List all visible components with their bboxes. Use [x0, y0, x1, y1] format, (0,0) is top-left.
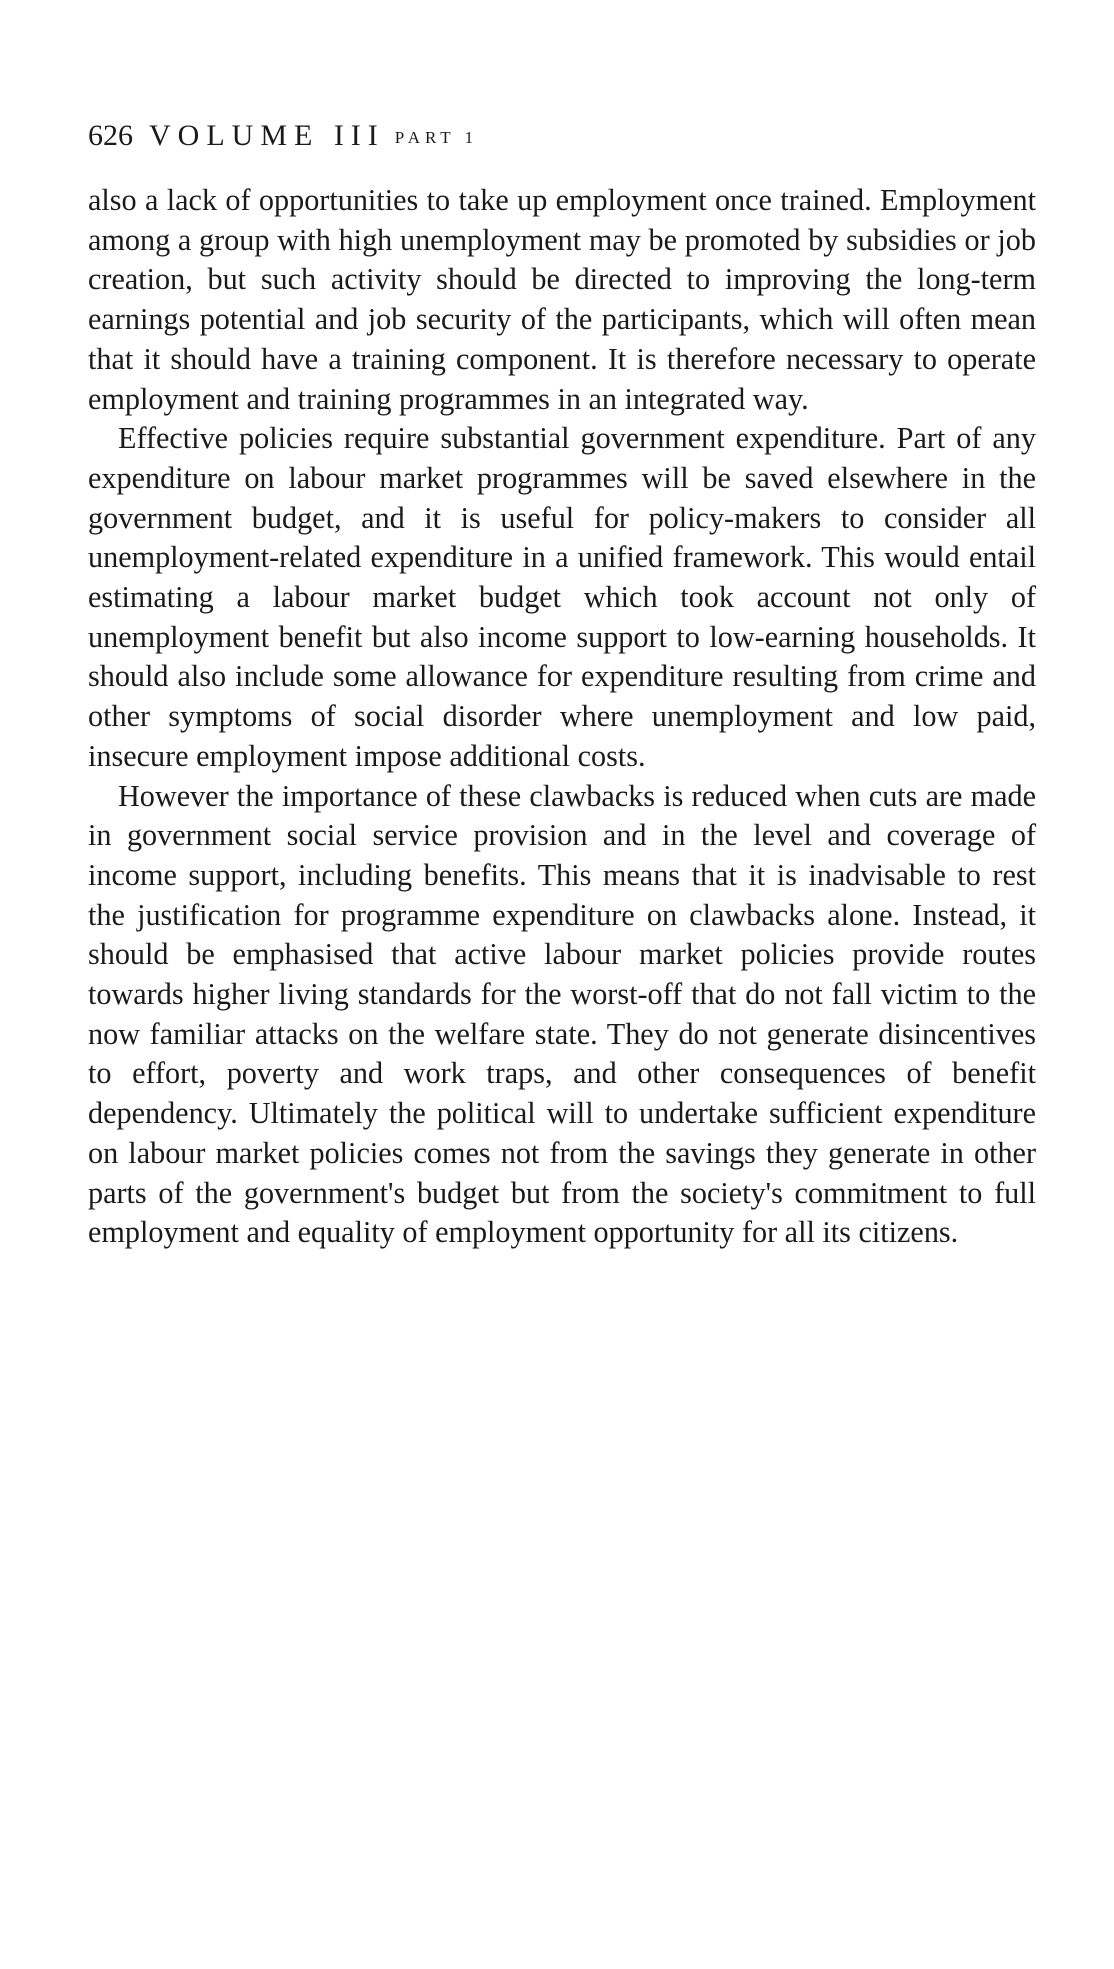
paragraph-effective-policies: Effective policies require substantial government expenditure. Part of any expenditure on labour market programmes will be saved elsewhere in the government budget, and it is useful for policy-makers to consider all unemployment-related expenditure in a unified framework. This would entail estimating a labour market budget which took account not only of unemployment benefit but also income support to low-earning households. It should also include some allowance for expenditure resulting from crime and other symptoms of social disorder where unemployment and low paid, insecure employment impose additional costs.	[88, 421, 1036, 773]
part-label: PART 1	[394, 128, 479, 147]
paragraph-clawbacks: However the importance of these clawbacks is reduced when cuts are made in government social service provision and in the level and coverage of income support, including benefits. This means that it is inadvisable to rest the justification for programme expenditure on clawbacks alone. Instead, it should be emphasised that active labour market policies provide routes towards higher living standards for the worst-off that do not fall victim to the now familiar attacks on the welfare state. They do not generate disincentives to effort, poverty and work traps, and other consequences of benefit dependency. Ultimately the political will to undertake sufficient expenditure on labour market policies comes not from the savings they generate in other parts of the government's budget but from the society's commitment to full employment and equality of employment opportunity for all its citizens.	[88, 778, 1036, 1250]
volume-label: VOLUME III	[149, 119, 385, 152]
body-text	[88, 181, 1036, 1253]
page-number: 626	[88, 119, 133, 152]
paragraph-continued: also a lack of opportunities to take up employment once trained. Employment among a group with high unemployment may be promoted by subsidies or job creation, but such activity should be directed to improving the long-term earnings potential and job security of the participants, which will often mean that it should have a training component. It is therefore necessary to operate employment and training programmes in an integrated way.	[88, 183, 1036, 416]
running-head	[88, 118, 478, 156]
